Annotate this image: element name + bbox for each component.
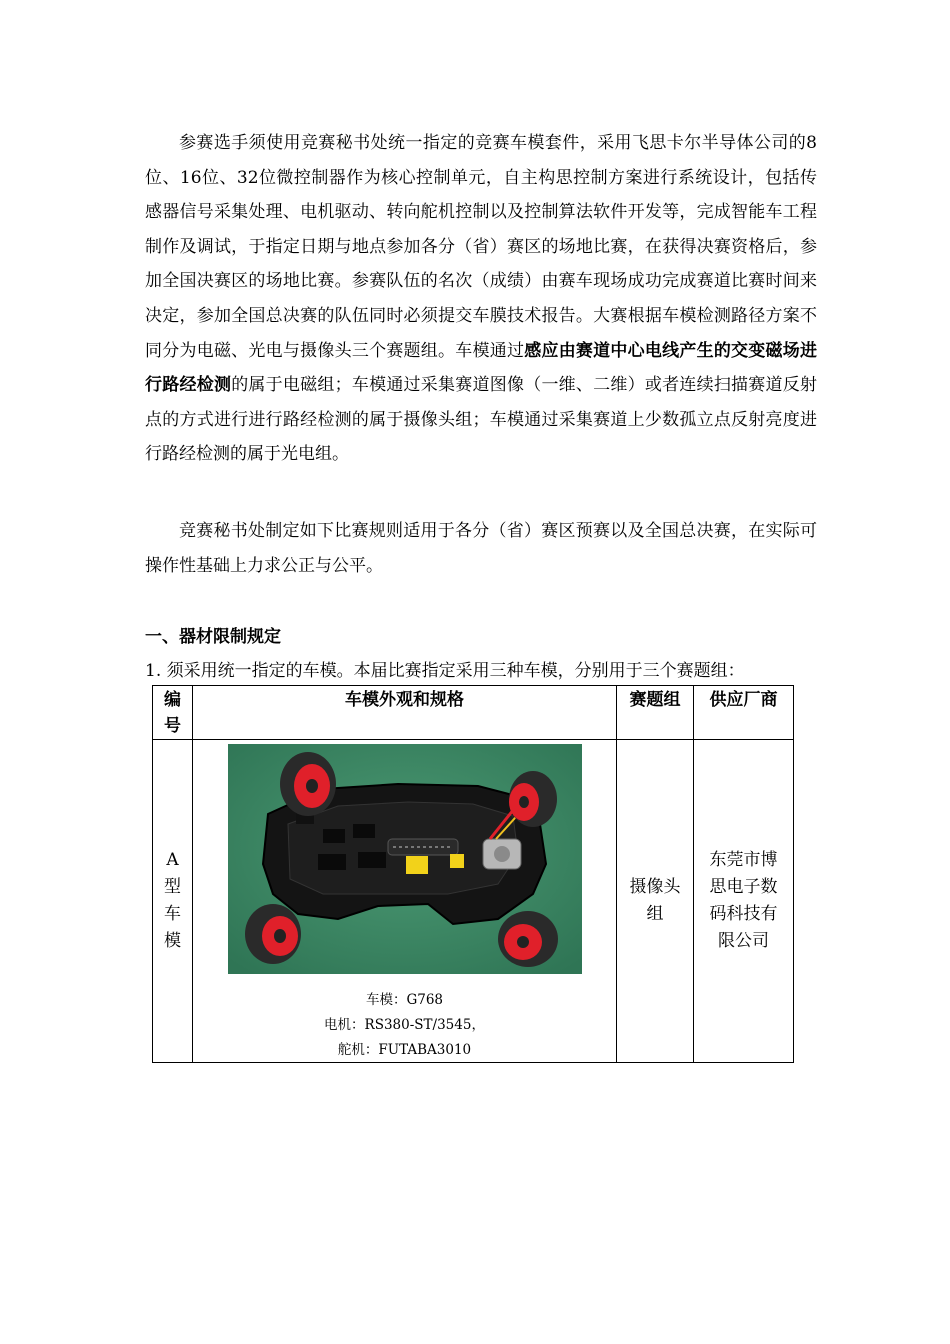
chassis-cutout	[318, 854, 346, 870]
chassis-cutout	[323, 829, 345, 843]
header-number	[153, 686, 193, 740]
intro-paragraph	[145, 126, 817, 472]
supplier-cell	[694, 740, 794, 1063]
group-line-2: 组	[646, 904, 664, 924]
car-motor-line: 电机：RS380-ST/3545，	[324, 1017, 485, 1033]
wheel-rear-right	[498, 911, 558, 967]
intro-text-bold: 感应由赛道中心电线产生的交变磁场进行路经检测	[145, 340, 818, 396]
row-id-char: 模	[164, 931, 181, 951]
table-row	[153, 740, 794, 1063]
header-group: 赛题组	[617, 686, 694, 740]
header-number-line-2: 号	[164, 716, 181, 736]
gear-part	[406, 856, 428, 874]
intro-text-part-1: 参赛选手须使用竞赛秘书处统一指定的竞赛车模套件，采用飞思卡尔半导体公司的8位、16位、32位微控制器作为核心控制单元，自主构思控制方案进行系统设计，包括传感器信号采集处理、电机驱动、转向舵机控制以及控制算法软件开发等，完成智能车工程制作及调试，于指定日期与地点参加各分（省）赛区的场地比赛，在获得决赛资格后，参加全国决赛区的场地比赛。参赛队伍的名次（成绩）由赛车现场成功完成赛道比赛时间来决定，参加全国总决赛的队伍同时必须提交车膜技术报告。大赛根据车模检测路径方案不同分为电磁、光电与摄像头三个赛题组。车模通过	[145, 133, 817, 361]
supplier-line-1: 东莞市博	[709, 850, 778, 870]
wheel-rear-left	[245, 904, 301, 964]
intro-text-part-2: 的属于电磁组；车模通过采集赛道图像（一维、二维）或者连续扫描赛道反射点的方式进行进行路经检测的属于摄像头组；车模通过采集赛道上少数孤立点反射亮度进行路经检测的属于光电组。	[145, 375, 818, 465]
row-id-char: 型	[164, 877, 181, 897]
car-spec-cell	[193, 740, 617, 1063]
wheel-front-right	[509, 771, 557, 827]
header-spec: 车模外观和规格	[193, 686, 617, 740]
car-model-photo	[228, 744, 582, 974]
wheel-front-left	[280, 752, 336, 816]
car-model-line: 车模：G768	[365, 992, 444, 1008]
car-specs	[193, 988, 616, 1063]
supplier-line-4: 限公司	[718, 931, 769, 951]
table-header-row	[153, 686, 794, 740]
header-number-line-1: 编	[164, 690, 181, 710]
group-line-1: 摄像头	[629, 877, 681, 897]
chassis-cutout	[358, 852, 386, 868]
list-item-1: 1. 须采用统一指定的车模。本届比赛指定采用三种车模，分别用于三个赛题组：	[145, 661, 745, 681]
chassis-cutout	[353, 824, 375, 838]
group-cell	[617, 740, 694, 1063]
row-id-char: A	[166, 850, 179, 870]
row-id-char: 车	[164, 904, 181, 924]
section-heading: 一、器材限制规定	[145, 627, 281, 647]
header-supplier: 供应厂商	[694, 686, 794, 740]
car-servo-line: 舵机：FUTABA3010	[337, 1042, 472, 1058]
row-id-cell	[153, 740, 193, 1063]
gear-part	[450, 854, 464, 868]
supplier-line-2: 思电子数	[709, 877, 778, 897]
supplier-line-3: 码科技有	[709, 904, 778, 924]
rules-paragraph: 竞赛秘书处制定如下比赛规则适用于各分（省）赛区预赛以及全国总决赛，在实际可操作性基础上力求公正与公平。	[145, 521, 817, 576]
car-model-table	[152, 685, 794, 1063]
